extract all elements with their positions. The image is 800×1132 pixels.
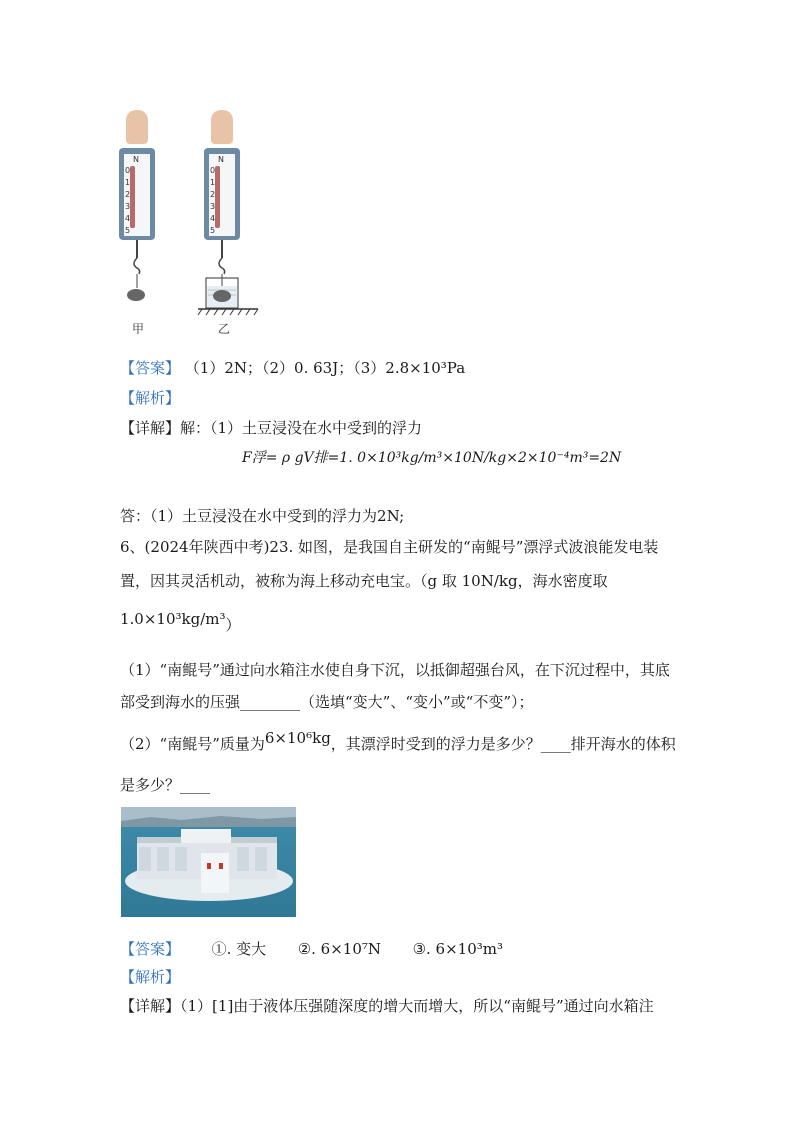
hook-and-potato-jia [118,238,158,308]
ship-mass: 6×10⁶kg [264,729,331,747]
hand-icon [126,110,148,144]
detail-tag: 【详解】 [120,997,181,1015]
q6-sub2-line1: （2）“南鲲号”质量为6×10⁶kg，其漂浮时受到的浮力是多少？____排开海水的体积 [120,729,676,753]
q6-sub2-line2: 是多少？____ [120,776,211,794]
detail-text: （1）[1]由于液体压强随深度的增大而增大，所以“南鲲号”通过向水箱注 [180,997,654,1015]
platform-illustration [121,807,296,917]
q6-density: 1.0×10³kg/m³） [120,610,241,634]
q6-answer-line [120,939,503,959]
answer-2: ②. 6×10⁷N [297,940,382,958]
analysis-tag: 【解析】 [120,968,181,986]
answer-3: ③. 6×10³m³ [412,940,504,958]
answer-text: （1）2N；（2）0. 63J；（3）2.8×10³Pa [184,359,466,377]
label-yi: 乙 [218,322,231,336]
label-jia: 甲 [132,322,145,336]
q5-reply: 答：（1）土豆浸没在水中受到的浮力为2N; [120,507,405,525]
q5-answer-line [120,358,465,378]
hand-icon [211,110,233,144]
answer-tag: 【答案】 [120,940,181,958]
hook-and-beaker-yi [196,238,266,318]
q6-stem-line1: 6、(2024年陕西中考)23. 如图，是我国自主研发的“南鲲号”漂浮式波浪能发电装 [120,538,659,556]
detail-text: 解：（1）土豆浸没在水中受到的浮力 [180,419,423,437]
spring-scale-jia: N 0 1 2 3 4 5 [119,148,155,240]
nankun-platform-photo [121,807,296,917]
scale-unit: N [133,155,139,164]
q6-sub1-line2: 部受到海水的压强________（选填“变大”、“变小”或“不变”）； [120,693,534,711]
answer-tag: 【答案】 [120,359,181,377]
detail-tag: 【详解】 [120,419,181,437]
q6-sub1-line1: （1）“南鲲号”通过向水箱注水使自身下沉，以抵御超强台风，在下沉过程中，其底 [120,661,670,679]
q6-detail-line [120,996,654,1016]
q5-detail-line [120,418,422,438]
answer-1: ①. 变大 [211,940,267,958]
buoyancy-formula: F浮= ρ gV排=1. 0×10³kg/m³×10N/kg×2×10⁻⁴m³=2N [242,450,622,466]
spring-scale-yi: N 0 1 2 3 4 5 [204,148,240,240]
analysis-tag: 【解析】 [120,389,181,407]
q6-stem-line2: 置，因其灵活机动，被称为海上移动充电宝。（g 取 10N/kg，海水密度取 [120,572,608,590]
